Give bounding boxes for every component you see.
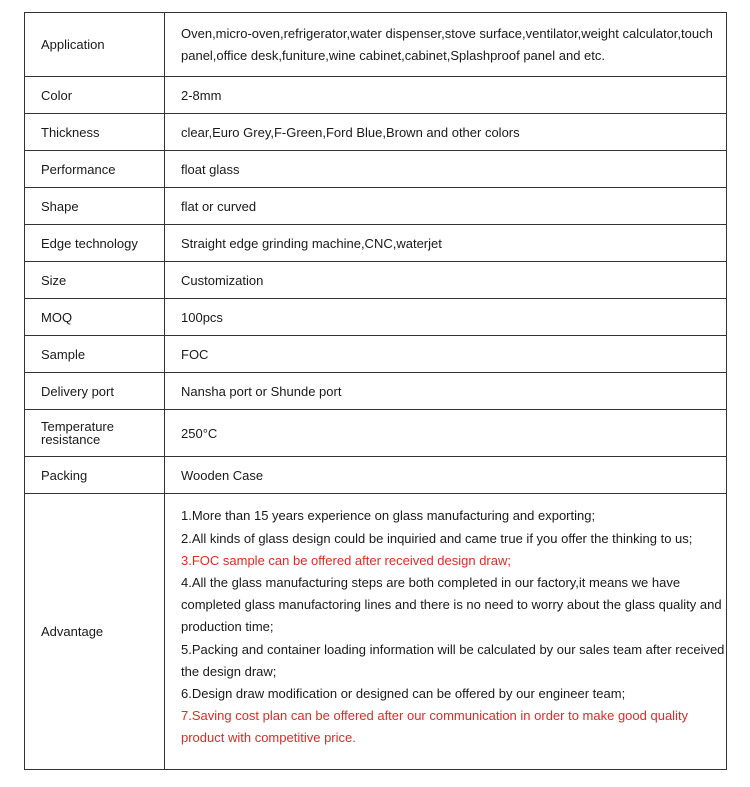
spec-label-line: Temperature	[41, 419, 114, 434]
spec-value: FOC	[165, 336, 727, 373]
advantage-item: 7.Saving cost plan can be offered after our communication in order to make good quality product with competitive price.	[181, 708, 689, 746]
spec-row-size	[25, 262, 727, 299]
product-spec-table	[24, 12, 727, 770]
spec-row-shape	[25, 188, 727, 225]
spec-row-delivery-port	[25, 373, 727, 410]
spec-label: Advantage	[25, 494, 165, 770]
spec-label: Thickness	[25, 114, 165, 151]
spec-label: Delivery port	[25, 373, 165, 410]
spec-value: float glass	[165, 151, 727, 188]
spec-value: flat or curved	[165, 188, 727, 225]
spec-label: Edge technology	[25, 225, 165, 262]
spec-value: 250°C	[165, 410, 727, 457]
spec-row-edge-technology	[25, 225, 727, 262]
spec-label: Size	[25, 262, 165, 299]
spec-value: 100pcs	[165, 299, 727, 336]
spec-label: Shape	[25, 188, 165, 225]
spec-label: Sample	[25, 336, 165, 373]
spec-label: MOQ	[25, 299, 165, 336]
spec-value: Nansha port or Shunde port	[165, 373, 727, 410]
spec-label: Packing	[25, 457, 165, 494]
advantage-item: 1.More than 15 years experience on glass manufacturing and exporting;	[181, 508, 596, 524]
advantage-item: 3.FOC sample can be offered after received design draw;	[181, 552, 511, 568]
spec-row-temperature-resistance	[25, 410, 727, 457]
spec-value: Straight edge grinding machine,CNC,waterjet	[165, 225, 727, 262]
spec-row-packing	[25, 457, 727, 494]
spec-label	[25, 410, 165, 457]
spec-row-advantage	[25, 494, 727, 770]
spec-row-thickness	[25, 114, 727, 151]
spec-value: Oven,micro-oven,refrigerator,water dispenser,stove surface,ventilator,weight calculator,touch panel,office desk,funiture,wine cabinet,cabinet,Splashproof panel and etc.	[165, 13, 727, 77]
spec-label: Color	[25, 77, 165, 114]
spec-row-performance	[25, 151, 727, 188]
spec-row-moq	[25, 299, 727, 336]
spec-row-sample	[25, 336, 727, 373]
advantage-item: 6.Design draw modification or designed can be offered by our engineer team;	[181, 686, 626, 701]
spec-row-color	[25, 77, 727, 114]
spec-value: 2-8mm	[165, 77, 727, 114]
spec-label: Performance	[25, 151, 165, 188]
spec-label: Application	[25, 13, 165, 77]
spec-value: clear,Euro Grey,F-Green,Ford Blue,Brown and other colors	[165, 114, 727, 151]
advantage-item: 4.All the glass manufacturing steps are both completed in our factory,it means we have completed glass manufactoring lines and there is no need to worry about the glass quality and production time;	[181, 574, 722, 635]
advantage-list	[181, 497, 726, 765]
spec-label-line: resistance	[41, 432, 101, 447]
spec-value: Wooden Case	[165, 457, 727, 494]
advantage-item: 5.Packing and container loading information will be calculated by our sales team after received the design draw;	[181, 641, 725, 679]
spec-value	[165, 494, 727, 770]
advantage-item: 2.All kinds of glass design could be inquiried and came true if you offer the thinking to us;	[181, 530, 693, 546]
spec-row-application	[25, 13, 727, 77]
spec-value: Customization	[165, 262, 727, 299]
